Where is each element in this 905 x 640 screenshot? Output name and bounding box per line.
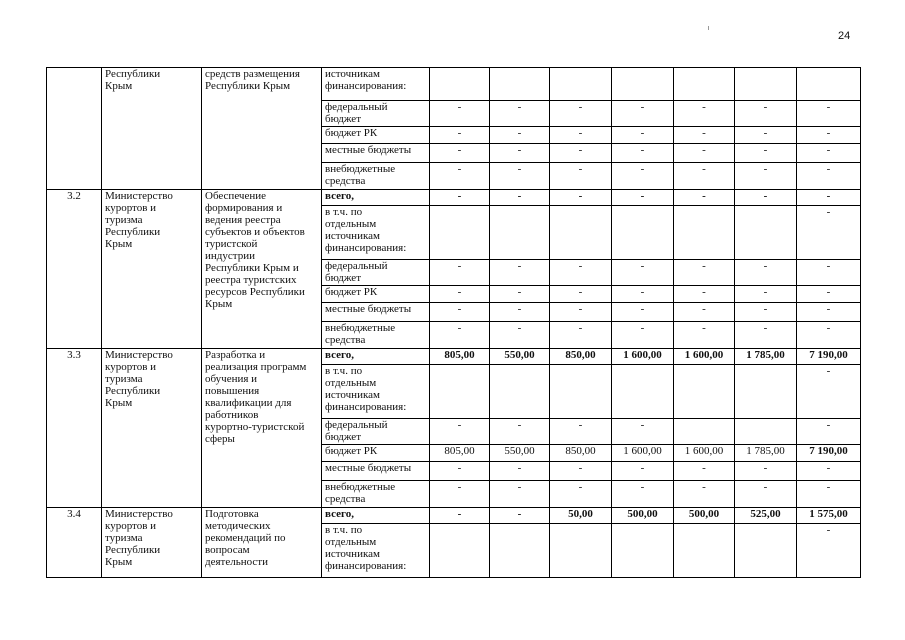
- year-value-cell: 525,00: [735, 508, 797, 524]
- funding-source-cell: в т.ч. по отдельным источникам финансирования:: [322, 365, 430, 419]
- year-value-cell: -: [612, 101, 674, 127]
- year-value-cell: [674, 206, 735, 260]
- total-cell: -: [797, 462, 861, 481]
- year-value-cell: [674, 68, 735, 101]
- year-value-cell: -: [674, 322, 735, 349]
- year-value-cell: [490, 68, 550, 101]
- year-value-cell: -: [735, 481, 797, 508]
- funding-source-cell: местные бюджеты: [322, 303, 430, 322]
- year-value-cell: [430, 68, 490, 101]
- year-value-cell: [430, 365, 490, 419]
- year-value-cell: -: [550, 101, 612, 127]
- year-value-cell: -: [735, 127, 797, 144]
- item-code: 3.3: [47, 349, 102, 508]
- executor-cell: Республики Крым: [102, 68, 202, 190]
- year-value-cell: -: [490, 419, 550, 445]
- year-value-cell: 50,00: [550, 508, 612, 524]
- total-cell: -: [797, 481, 861, 508]
- year-value-cell: -: [674, 144, 735, 163]
- funding-source-cell: внебюджетные средства: [322, 322, 430, 349]
- table-body: [47, 68, 861, 578]
- total-cell: 1 575,00: [797, 508, 861, 524]
- year-value-cell: [735, 419, 797, 445]
- year-value-cell: -: [612, 163, 674, 190]
- total-cell: -: [797, 419, 861, 445]
- year-value-cell: -: [430, 286, 490, 303]
- year-value-cell: -: [490, 190, 550, 206]
- year-value-cell: -: [550, 286, 612, 303]
- year-value-cell: [430, 206, 490, 260]
- year-value-cell: -: [550, 481, 612, 508]
- year-value-cell: 1 600,00: [612, 349, 674, 365]
- year-value-cell: -: [674, 481, 735, 508]
- table-row: [47, 190, 861, 206]
- year-value-cell: [735, 68, 797, 101]
- year-value-cell: 805,00: [430, 445, 490, 462]
- year-value-cell: [674, 365, 735, 419]
- funding-source-cell: федеральный бюджет: [322, 260, 430, 286]
- year-value-cell: -: [490, 286, 550, 303]
- item-code: 3.2: [47, 190, 102, 349]
- year-value-cell: -: [612, 322, 674, 349]
- total-cell: -: [797, 524, 861, 578]
- year-value-cell: -: [674, 462, 735, 481]
- year-value-cell: -: [430, 190, 490, 206]
- year-value-cell: 1 600,00: [612, 445, 674, 462]
- page-number: 24: [838, 30, 851, 42]
- year-value-cell: -: [490, 303, 550, 322]
- year-value-cell: -: [430, 101, 490, 127]
- total-cell: -: [797, 163, 861, 190]
- year-value-cell: -: [612, 303, 674, 322]
- year-value-cell: -: [612, 286, 674, 303]
- year-value-cell: [550, 206, 612, 260]
- scan-speck: [708, 26, 709, 30]
- year-value-cell: -: [490, 144, 550, 163]
- year-value-cell: -: [490, 127, 550, 144]
- year-value-cell: -: [674, 260, 735, 286]
- year-value-cell: -: [735, 144, 797, 163]
- year-value-cell: 550,00: [490, 349, 550, 365]
- year-value-cell: -: [550, 163, 612, 190]
- year-value-cell: -: [735, 286, 797, 303]
- year-value-cell: -: [550, 127, 612, 144]
- total-cell: -: [797, 127, 861, 144]
- funding-source-cell: внебюджетные средства: [322, 481, 430, 508]
- year-value-cell: -: [735, 462, 797, 481]
- year-value-cell: [612, 524, 674, 578]
- year-value-cell: [674, 419, 735, 445]
- year-value-cell: 1 785,00: [735, 445, 797, 462]
- year-value-cell: -: [674, 303, 735, 322]
- year-value-cell: -: [430, 481, 490, 508]
- table-row: [47, 349, 861, 365]
- year-value-cell: [550, 365, 612, 419]
- item-code: [47, 68, 102, 190]
- year-value-cell: -: [735, 101, 797, 127]
- year-value-cell: 500,00: [612, 508, 674, 524]
- year-value-cell: -: [430, 419, 490, 445]
- funding-source-cell: в т.ч. по отдельным источникам финансирования:: [322, 524, 430, 578]
- total-cell: 7 190,00: [797, 349, 861, 365]
- total-cell: -: [797, 365, 861, 419]
- year-value-cell: -: [550, 462, 612, 481]
- year-value-cell: -: [490, 322, 550, 349]
- year-value-cell: -: [550, 303, 612, 322]
- funding-source-cell: внебюджетные средства: [322, 163, 430, 190]
- funding-source-cell: в т.ч. по отдельным источникам финансирования:: [322, 206, 430, 260]
- year-value-cell: -: [612, 190, 674, 206]
- total-cell: 7 190,00: [797, 445, 861, 462]
- executor-cell: Министерство курортов и туризма Республики Крым: [102, 190, 202, 349]
- funding-source-cell: бюджет РК: [322, 127, 430, 144]
- year-value-cell: -: [674, 101, 735, 127]
- year-value-cell: -: [490, 260, 550, 286]
- year-value-cell: 1 785,00: [735, 349, 797, 365]
- year-value-cell: 1 600,00: [674, 349, 735, 365]
- year-value-cell: -: [674, 286, 735, 303]
- total-cell: -: [797, 303, 861, 322]
- year-value-cell: -: [550, 260, 612, 286]
- year-value-cell: 500,00: [674, 508, 735, 524]
- funding-source-cell: всего,: [322, 190, 430, 206]
- year-value-cell: -: [430, 508, 490, 524]
- year-value-cell: -: [674, 127, 735, 144]
- year-value-cell: -: [550, 419, 612, 445]
- year-value-cell: -: [735, 190, 797, 206]
- year-value-cell: -: [612, 127, 674, 144]
- funding-source-cell: федеральный бюджет: [322, 101, 430, 127]
- activity-cell: Разработка и реализация программ обучения и повышения квалификации для работников курортно-туристской сферы: [202, 349, 322, 508]
- total-cell: -: [797, 190, 861, 206]
- executor-cell: Министерство курортов и туризма Республики Крым: [102, 349, 202, 508]
- year-value-cell: -: [550, 190, 612, 206]
- funding-source-cell: бюджет РК: [322, 445, 430, 462]
- total-cell: -: [797, 101, 861, 127]
- year-value-cell: [612, 68, 674, 101]
- total-cell: -: [797, 286, 861, 303]
- funding-source-cell: всего,: [322, 508, 430, 524]
- year-value-cell: -: [735, 260, 797, 286]
- year-value-cell: -: [430, 462, 490, 481]
- total-cell: [797, 68, 861, 101]
- year-value-cell: -: [674, 190, 735, 206]
- executor-cell: Министерство курортов и туризма Республики Крым: [102, 508, 202, 578]
- year-value-cell: 850,00: [550, 445, 612, 462]
- year-value-cell: -: [490, 481, 550, 508]
- year-value-cell: [735, 206, 797, 260]
- year-value-cell: -: [430, 303, 490, 322]
- year-value-cell: -: [490, 101, 550, 127]
- year-value-cell: [490, 206, 550, 260]
- year-value-cell: 805,00: [430, 349, 490, 365]
- table-row: [47, 508, 861, 524]
- year-value-cell: -: [430, 144, 490, 163]
- total-cell: -: [797, 322, 861, 349]
- funding-source-cell: местные бюджеты: [322, 462, 430, 481]
- year-value-cell: -: [612, 260, 674, 286]
- year-value-cell: 1 600,00: [674, 445, 735, 462]
- year-value-cell: [612, 206, 674, 260]
- funding-source-cell: бюджет РК: [322, 286, 430, 303]
- item-code: 3.4: [47, 508, 102, 578]
- funding-source-cell: всего,: [322, 349, 430, 365]
- year-value-cell: [550, 524, 612, 578]
- activity-cell: Подготовка методических рекомендаций по вопросам деятельности: [202, 508, 322, 578]
- year-value-cell: -: [550, 322, 612, 349]
- year-value-cell: -: [430, 322, 490, 349]
- year-value-cell: [550, 68, 612, 101]
- year-value-cell: -: [490, 508, 550, 524]
- funding-table: [46, 67, 861, 578]
- year-value-cell: -: [490, 163, 550, 190]
- year-value-cell: -: [550, 144, 612, 163]
- total-cell: -: [797, 206, 861, 260]
- year-value-cell: -: [612, 462, 674, 481]
- year-value-cell: [430, 524, 490, 578]
- year-value-cell: -: [612, 144, 674, 163]
- year-value-cell: 550,00: [490, 445, 550, 462]
- funding-source-cell: источникам финансирования:: [322, 68, 430, 101]
- year-value-cell: -: [735, 322, 797, 349]
- year-value-cell: [490, 524, 550, 578]
- funding-source-cell: федеральный бюджет: [322, 419, 430, 445]
- year-value-cell: [735, 365, 797, 419]
- year-value-cell: -: [674, 163, 735, 190]
- year-value-cell: [735, 524, 797, 578]
- total-cell: -: [797, 260, 861, 286]
- year-value-cell: -: [735, 303, 797, 322]
- year-value-cell: -: [612, 481, 674, 508]
- total-cell: -: [797, 144, 861, 163]
- year-value-cell: [612, 365, 674, 419]
- year-value-cell: -: [430, 127, 490, 144]
- year-value-cell: 850,00: [550, 349, 612, 365]
- year-value-cell: [674, 524, 735, 578]
- year-value-cell: -: [612, 419, 674, 445]
- year-value-cell: -: [735, 163, 797, 190]
- year-value-cell: [490, 365, 550, 419]
- year-value-cell: -: [430, 163, 490, 190]
- funding-source-cell: местные бюджеты: [322, 144, 430, 163]
- year-value-cell: -: [490, 462, 550, 481]
- activity-cell: средств размещения Республики Крым: [202, 68, 322, 190]
- activity-cell: Обеспечение формирования и ведения реестра субъектов и объектов туристской индустрии Республики Крым и реестра туристских ресурсов Республики Крым: [202, 190, 322, 349]
- table-row: [47, 68, 861, 101]
- year-value-cell: -: [430, 260, 490, 286]
